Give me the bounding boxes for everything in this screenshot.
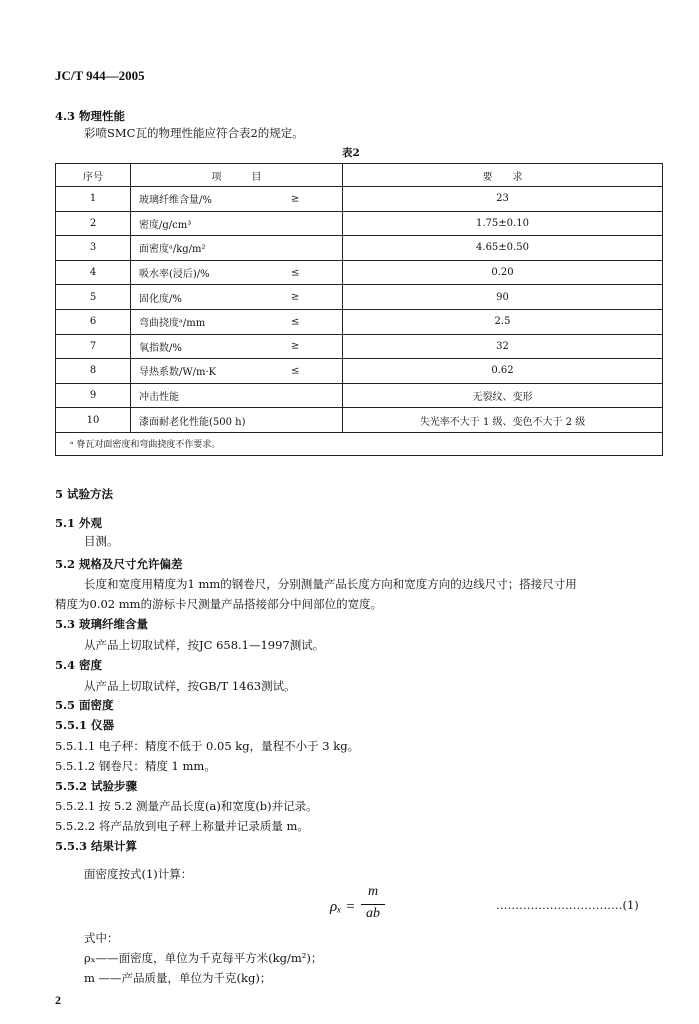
row-item-label: 密度/g/cm³ xyxy=(139,219,192,231)
row-item xyxy=(131,359,343,384)
row-item-label: 导热系数/W/m·K xyxy=(139,367,217,379)
table-caption: 表2 xyxy=(342,147,360,159)
table-note-row xyxy=(56,432,663,455)
table-note: ᵃ 脊瓦对面密度和弯曲挠度不作要求。 xyxy=(56,432,663,455)
row-operator: ≥ xyxy=(291,193,300,205)
section-5-4-heading: 5.4 密度 xyxy=(55,658,103,672)
header-no: 序号 xyxy=(56,164,131,187)
table-row xyxy=(56,309,663,334)
row-item-label: 玻璃纤维含量/% xyxy=(139,195,212,207)
section-5-1-heading: 5.1 外观 xyxy=(55,516,103,530)
row-item xyxy=(131,408,343,433)
section-5-3-text: 从产品上切取试样，按JC 658.1—1997测试。 xyxy=(84,638,325,652)
row-item xyxy=(131,285,343,310)
row-requirement: 23 xyxy=(343,187,663,212)
row-requirement: 32 xyxy=(343,334,663,359)
row-item xyxy=(131,260,343,285)
section-5-5-1-heading: 5.5.1 仪器 xyxy=(55,718,115,732)
section-5-5-2-heading: 5.5.2 试验步骤 xyxy=(55,779,138,793)
row-requirement: 失光率不大于 1 级、变色不大于 2 级 xyxy=(343,408,663,433)
formula-denominator: ab xyxy=(366,906,380,921)
row-operator: ≤ xyxy=(291,267,300,279)
section-5-5-heading: 5.5 面密度 xyxy=(55,698,114,712)
row-no: 10 xyxy=(56,408,131,433)
table-row xyxy=(56,236,663,261)
formula-numerator: m xyxy=(367,884,379,899)
document-header-id: JC/T 944—2005 xyxy=(55,68,145,83)
section-5-1-text: 目测。 xyxy=(84,534,119,548)
section-5-2-text-line1: 长度和宽度用精度为1 mm的钢卷尺，分别测量产品长度方向和宽度方向的边线尺寸；搭接尺寸用 xyxy=(84,577,577,591)
row-item-label: 冲击性能 xyxy=(139,392,179,404)
row-no: 5 xyxy=(56,285,131,310)
row-item xyxy=(131,309,343,334)
header-requirement: 要 求 xyxy=(343,164,663,187)
row-item-label: 吸水率(浸后)/% xyxy=(139,269,210,281)
row-item xyxy=(131,383,343,408)
row-requirement: 0.20 xyxy=(343,260,663,285)
page-number: 2 xyxy=(55,993,61,1007)
section-5-5-1-1: 5.5.1.1 电子秤：精度不低于 0.05 kg，量程不小于 3 kg。 xyxy=(55,739,360,753)
table-row xyxy=(56,260,663,285)
row-no: 8 xyxy=(56,359,131,384)
row-no: 3 xyxy=(56,236,131,261)
table-row xyxy=(56,285,663,310)
row-item-label: 氧指数/% xyxy=(139,342,182,354)
row-item xyxy=(131,236,343,261)
row-requirement: 无裂纹、变形 xyxy=(343,383,663,408)
row-operator: ≤ xyxy=(291,365,300,377)
table-row xyxy=(56,408,663,433)
table-row xyxy=(56,383,663,408)
row-operator: ≥ xyxy=(291,291,300,303)
formula-reference: ……………………………(1) xyxy=(496,898,639,912)
table-header-row xyxy=(56,164,663,187)
section-4-3-intro: 彩喷SMC瓦的物理性能应符合表2的规定。 xyxy=(84,126,304,140)
row-operator: ≤ xyxy=(291,316,300,328)
row-no: 9 xyxy=(56,383,131,408)
row-no: 2 xyxy=(56,211,131,236)
table-row xyxy=(56,211,663,236)
section-5-3-heading: 5.3 玻璃纤维含量 xyxy=(55,617,149,631)
section-5-5-2-1: 5.5.2.1 按 5.2 测量产品长度(a)和宽度(b)并记录。 xyxy=(55,799,318,813)
section-5-5-2-2: 5.5.2.2 将产品放到电子秤上称量并记录质量 m。 xyxy=(55,819,309,833)
table-row xyxy=(56,187,663,212)
row-requirement: 90 xyxy=(343,285,663,310)
section-4-3-heading: 4.3 物理性能 xyxy=(55,109,126,123)
section-5-2-heading: 5.2 规格及尺寸允许偏差 xyxy=(55,557,183,571)
section-5-title: 5 试验方法 xyxy=(55,487,114,501)
row-requirement: 0.62 xyxy=(343,359,663,384)
property-table xyxy=(55,163,663,456)
section-5-2-text-line2: 精度为0.02 mm的游标卡尺测量产品搭接部分中间部位的宽度。 xyxy=(55,597,383,611)
row-item-label: 弯曲挠度ᵃ/mm xyxy=(139,318,206,330)
row-requirement: 1.75±0.10 xyxy=(343,211,663,236)
row-no: 7 xyxy=(56,334,131,359)
row-item xyxy=(131,211,343,236)
row-no: 4 xyxy=(56,260,131,285)
table-row xyxy=(56,334,663,359)
row-item-label: 固化度/% xyxy=(139,293,182,305)
row-item-label: 漆面耐老化性能(500 h) xyxy=(139,416,246,428)
formula-lhs: ρₓ = xyxy=(330,899,356,915)
formula-fraction-bar xyxy=(361,904,385,905)
where-label: 式中： xyxy=(84,931,119,945)
row-no: 6 xyxy=(56,309,131,334)
row-item xyxy=(131,187,343,212)
section-5-5-3-heading: 5.5.3 结果计算 xyxy=(55,839,138,853)
definition-m: m ——产品质量，单位为千克(kg)； xyxy=(84,971,272,985)
section-5-5-3-text: 面密度按式(1)计算： xyxy=(84,867,193,881)
row-no: 1 xyxy=(56,187,131,212)
section-5-4-text: 从产品上切取试样，按GB/T 1463测试。 xyxy=(84,679,296,693)
row-requirement: 4.65±0.50 xyxy=(343,236,663,261)
row-item-label: 面密度ᵃ/kg/m² xyxy=(139,244,206,256)
row-item xyxy=(131,334,343,359)
row-operator: ≥ xyxy=(291,340,300,352)
definition-rho: ρₓ——面密度，单位为千克每平方米(kg/m²)； xyxy=(84,951,323,965)
row-requirement: 2.5 xyxy=(343,309,663,334)
header-item: 项 目 xyxy=(131,164,343,187)
table-row xyxy=(56,359,663,384)
section-5-5-1-2: 5.5.1.2 钢卷尺：精度 1 mm。 xyxy=(55,759,216,773)
